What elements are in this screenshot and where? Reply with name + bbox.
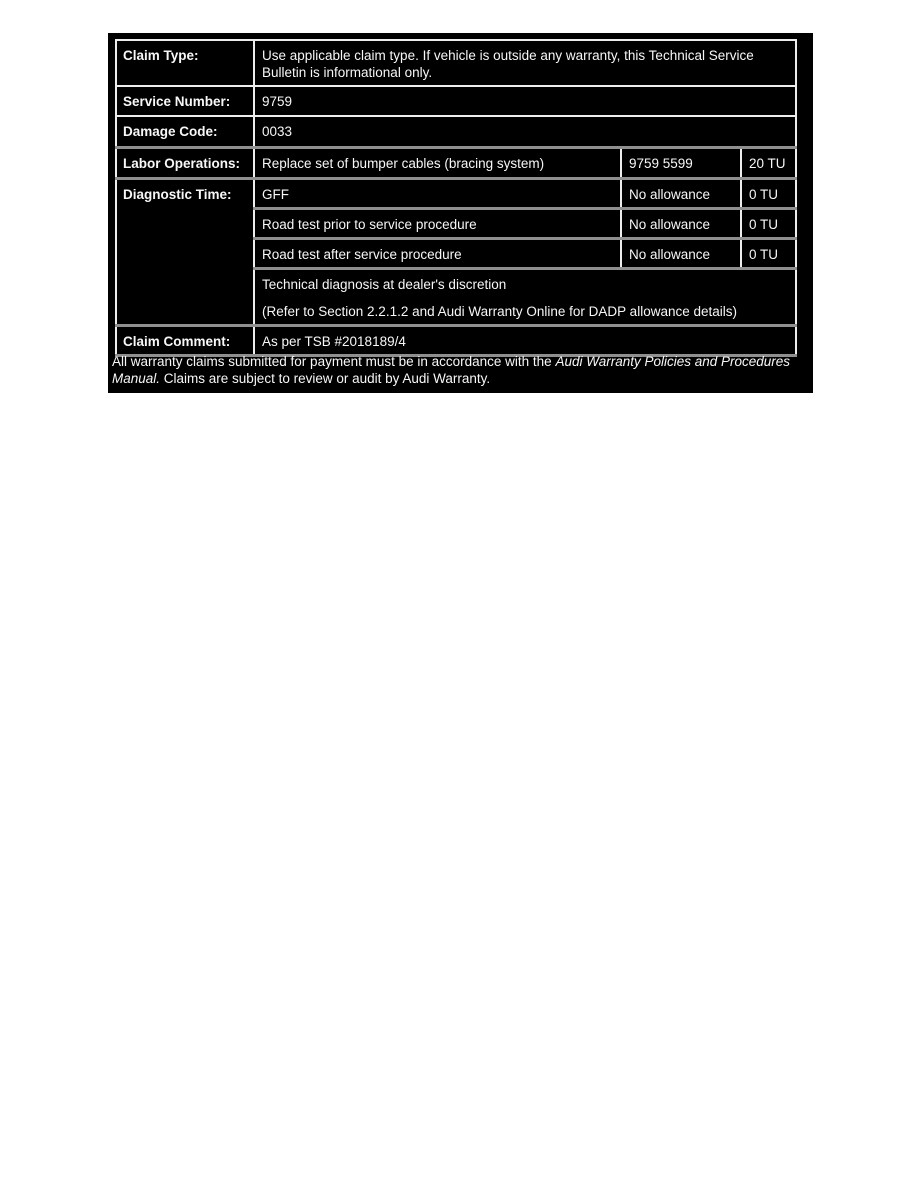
row-claim-type — [116, 40, 796, 86]
labor-operations-code: 9759 5599 — [621, 147, 741, 178]
row-service-number — [116, 86, 796, 116]
damage-code-value: 0033 — [254, 116, 796, 147]
road-test-prior-description: Road test prior to service procedure — [254, 208, 621, 238]
road-test-after-time: 0 TU — [741, 238, 796, 268]
labor-operations-label: Labor Operations: — [116, 147, 254, 178]
claim-comment-label: Claim Comment: — [116, 325, 254, 355]
row-diagnostic-gff — [116, 178, 796, 208]
row-claim-comment — [116, 325, 796, 355]
road-test-after-code: No allowance — [621, 238, 741, 268]
claim-comment-value: As per TSB #2018189/4 — [254, 325, 796, 355]
road-test-after-description: Road test after service procedure — [254, 238, 621, 268]
diagnostic-gff-code: No allowance — [621, 178, 741, 208]
technical-diagnosis-line2: (Refer to Section 2.2.1.2 and Audi Warranty Online for DADP allowance details) — [262, 303, 737, 319]
warranty-footnote — [112, 353, 810, 387]
service-number-value: 9759 — [254, 86, 796, 116]
diagnostic-time-label: Diagnostic Time: — [116, 178, 254, 325]
labor-operations-time: 20 TU — [741, 147, 796, 178]
technical-diagnosis-line1: Technical diagnosis at dealer's discretion — [262, 276, 507, 292]
road-test-prior-time: 0 TU — [741, 208, 796, 238]
labor-operations-description: Replace set of bumper cables (bracing system) — [254, 147, 621, 178]
service-number-label: Service Number: — [116, 86, 254, 116]
road-test-prior-code: No allowance — [621, 208, 741, 238]
diagnostic-gff-time: 0 TU — [741, 178, 796, 208]
warranty-claim-table — [115, 39, 797, 357]
damage-code-label: Damage Code: — [116, 116, 254, 147]
diagnostic-gff-description: GFF — [254, 178, 621, 208]
claim-type-label: Claim Type: — [116, 40, 254, 86]
warranty-claim-panel — [108, 33, 813, 393]
row-damage-code — [116, 116, 796, 147]
footnote-suffix: Claims are subject to review or audit by Audi Warranty. — [160, 371, 491, 386]
technical-diagnosis-cell — [254, 268, 796, 325]
claim-type-value: Use applicable claim type. If vehicle is outside any warranty, this Technical Service Bulletin is informational only. — [254, 40, 796, 86]
footnote-prefix: All warranty claims submitted for payment must be in accordance with the — [112, 354, 556, 369]
row-labor-operations — [116, 147, 796, 178]
footnote-manual-title: Audi Warranty Policies and Procedures Manual. — [112, 354, 791, 386]
